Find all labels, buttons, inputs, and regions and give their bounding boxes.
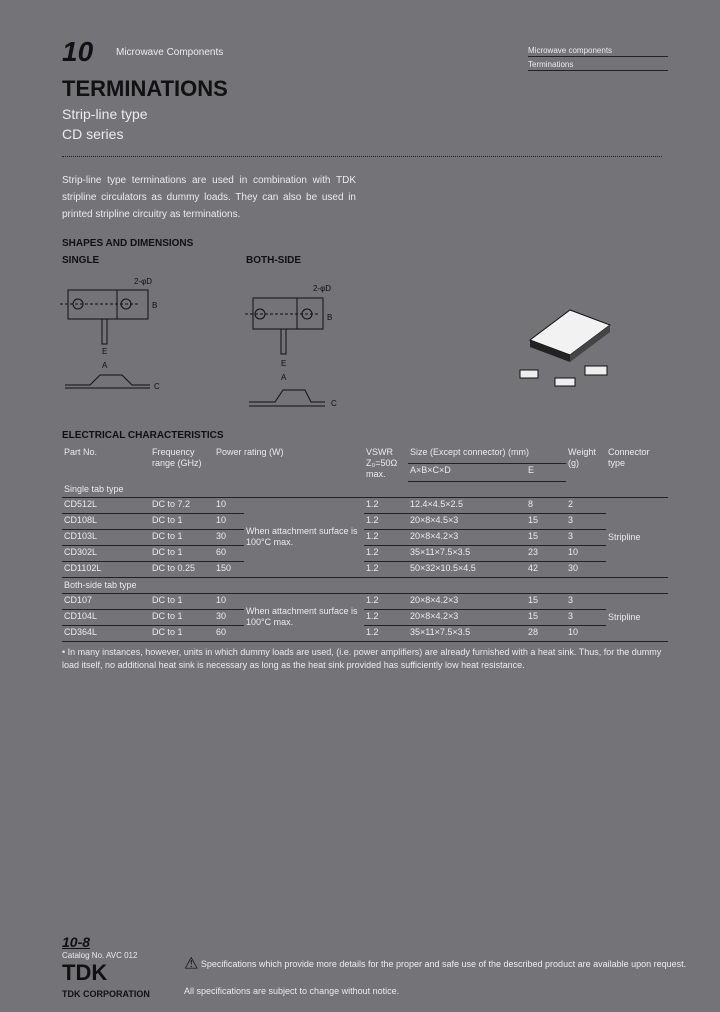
series-name: CD series: [62, 126, 124, 142]
part-no: CD104L: [62, 609, 150, 625]
col-part: Part No.: [64, 447, 98, 457]
dim-e: E: [102, 347, 108, 356]
vswr: 1.2: [364, 513, 408, 529]
size: 35×11×7.5×3.5: [408, 545, 526, 561]
electrical-section: [62, 446, 668, 672]
table-row: [62, 593, 668, 609]
weight: 3: [566, 529, 606, 545]
warning-notice: [184, 954, 686, 975]
power: 60: [214, 625, 244, 641]
vswr: 1.2: [364, 545, 408, 561]
size: 35×11×7.5×3.5: [408, 625, 526, 641]
shapes-heading: SHAPES AND DIMENSIONS: [62, 238, 194, 249]
chapter-number: 10: [62, 36, 94, 67]
frequency: DC to 1: [150, 625, 214, 641]
vswr: 1.2: [364, 529, 408, 545]
footnote: • In many instances, however, units in which dummy loads are used, (i.e. power amplifiers) are already furnished with a heat sink. Thus, for the dummy load itself, no additional heat sink is necessary as long as the heat sink provided has sufficiently low heat resistance.: [62, 646, 662, 670]
connector: Stripline: [606, 497, 668, 577]
page-title: TERMINATIONS: [62, 76, 228, 101]
power: 10: [214, 497, 244, 513]
table-row: [62, 497, 668, 513]
e: 8: [526, 497, 566, 513]
dim-hole: 2-φD: [313, 284, 332, 293]
col-size: Size (Except connector) (mm): [408, 446, 566, 463]
dim-e: E: [281, 359, 287, 368]
vswr: 1.2: [364, 561, 408, 577]
col-freq: Frequency range (GHz): [152, 447, 202, 468]
size: 20×8×4.5×3: [408, 513, 526, 529]
size: 20×8×4.2×3: [408, 609, 526, 625]
power: 30: [214, 609, 244, 625]
power: 60: [214, 545, 244, 561]
dim-c: C: [331, 399, 337, 408]
single-label: SINGLE: [62, 255, 100, 266]
both-side-diagram: [245, 278, 355, 413]
weight: 3: [566, 593, 606, 609]
chapter-name: Microwave Components: [116, 47, 224, 58]
part-no: CD107: [62, 593, 150, 609]
table-row: [62, 609, 668, 625]
tdk-logo: TDK: [62, 960, 108, 985]
change-notice: All specifications are subject to change without notice.: [184, 986, 400, 996]
e: 23: [526, 545, 566, 561]
part-no: CD364L: [62, 625, 150, 641]
frequency: DC to 1: [150, 545, 214, 561]
e: 28: [526, 625, 566, 641]
size: 20×8×4.2×3: [408, 529, 526, 545]
table-row: [62, 545, 668, 561]
warning-icon: ⚠: [184, 955, 199, 973]
frequency: DC to 1: [150, 593, 214, 609]
dim-a: A: [102, 361, 108, 370]
group-label: Single tab type: [62, 481, 668, 497]
both-side-label: BOTH-SIDE: [246, 255, 301, 266]
frequency: DC to 1: [150, 609, 214, 625]
size: 12.4×4.5×2.5: [408, 497, 526, 513]
product-photo: [515, 300, 625, 395]
frequency: DC to 7.2: [150, 497, 214, 513]
single-diagram: [60, 270, 170, 410]
dim-c: C: [154, 382, 160, 391]
vswr: 1.2: [364, 593, 408, 609]
nav-item: Terminations: [528, 60, 668, 71]
power: 10: [214, 513, 244, 529]
col-connector: Connector type: [608, 447, 650, 468]
divider: [62, 156, 662, 157]
col-power: Power rating (W): [216, 447, 284, 457]
col-vswr: VSWR Z₀=50Ω max.: [366, 447, 398, 479]
weight: 10: [566, 625, 606, 641]
part-no: CD108L: [62, 513, 150, 529]
table-row: [62, 625, 668, 641]
col-abcd: A×B×C×D: [408, 463, 526, 481]
dim-b: B: [327, 313, 333, 322]
frequency: DC to 0.25: [150, 561, 214, 577]
e: 15: [526, 593, 566, 609]
group-label: Both-side tab type: [62, 577, 668, 593]
warning-text: Specifications which provide more details for the proper and safe use of the described product are available upon request.: [200, 959, 687, 969]
frequency: DC to 1: [150, 513, 214, 529]
e: 15: [526, 609, 566, 625]
part-no: CD512L: [62, 497, 150, 513]
power: 30: [214, 529, 244, 545]
electrical-heading: ELECTRICAL CHARACTERISTICS: [62, 430, 224, 441]
corporation-name: TDK CORPORATION: [62, 989, 150, 999]
col-e: E: [526, 463, 566, 481]
dim-a: A: [281, 373, 287, 382]
weight: 3: [566, 513, 606, 529]
weight: 30: [566, 561, 606, 577]
e: 15: [526, 513, 566, 529]
power: 10: [214, 593, 244, 609]
power: 150: [214, 561, 244, 577]
dim-b: B: [152, 301, 158, 310]
table-row: [62, 561, 668, 577]
weight: 3: [566, 609, 606, 625]
condition: When attachment surface is 100°C max.: [244, 497, 364, 577]
vswr: 1.2: [364, 625, 408, 641]
part-no: CD302L: [62, 545, 150, 561]
subtitle: Strip-line type: [62, 106, 148, 122]
electrical-table: [62, 446, 668, 642]
table-row: [62, 513, 668, 529]
connector: Stripline: [606, 593, 668, 641]
section-nav: [528, 46, 668, 74]
part-no: CD103L: [62, 529, 150, 545]
size: 50×32×10.5×4.5: [408, 561, 526, 577]
frequency: DC to 1: [150, 529, 214, 545]
e: 15: [526, 529, 566, 545]
vswr: 1.2: [364, 497, 408, 513]
nav-item: Microwave components: [528, 46, 668, 57]
weight: 10: [566, 545, 606, 561]
vswr: 1.2: [364, 609, 408, 625]
intro-text: Strip-line type terminations are used in combination with TDK stripline circulators as dummy loads. They can also be used in printed stripline circuitry as terminations.: [62, 175, 356, 220]
weight: 2: [566, 497, 606, 513]
dim-hole: 2-φD: [134, 277, 153, 286]
col-weight: Weight (g): [568, 447, 596, 468]
e: 42: [526, 561, 566, 577]
table-row: [62, 529, 668, 545]
part-no: CD1102L: [62, 561, 150, 577]
page-number: 10-8: [62, 934, 91, 950]
condition: When attachment surface is 100°C max.: [244, 593, 364, 641]
catalog-number: Catalog No. AVC 012: [62, 951, 138, 960]
size: 20×8×4.2×3: [408, 593, 526, 609]
